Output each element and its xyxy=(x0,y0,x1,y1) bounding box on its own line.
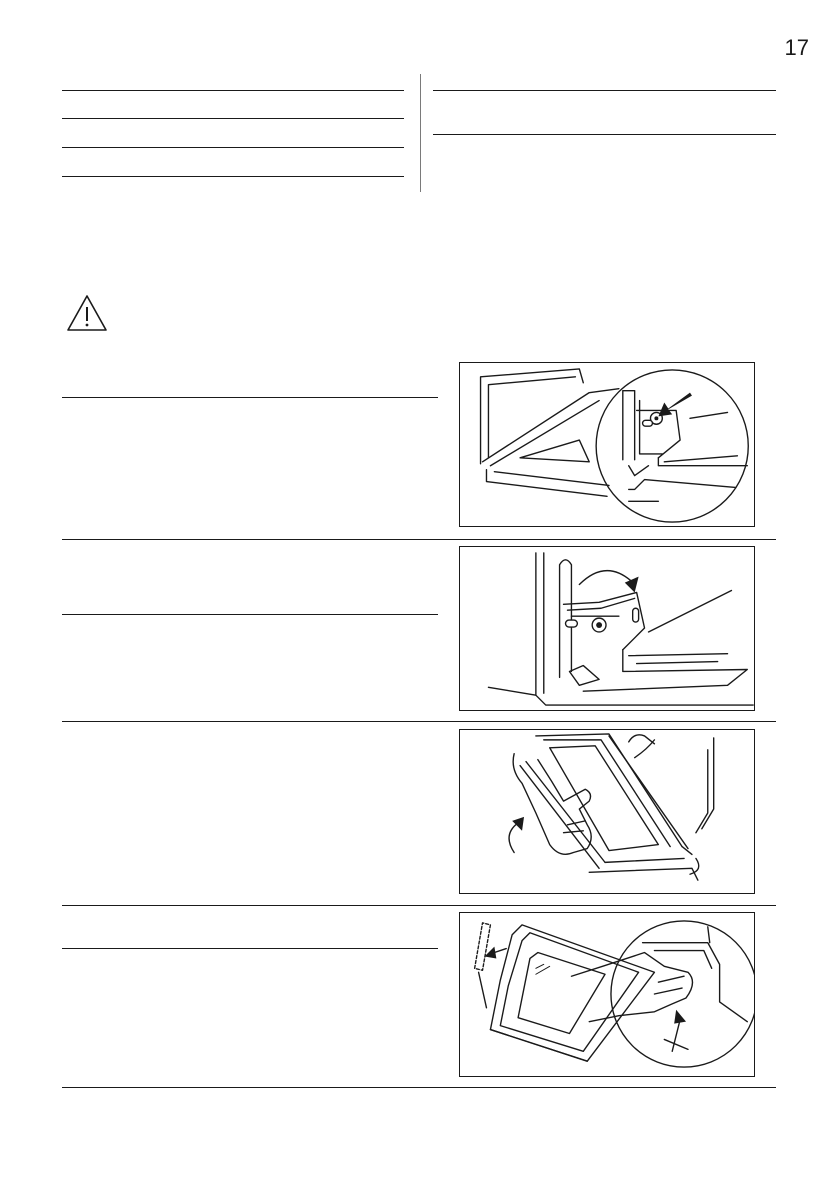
step-rule xyxy=(62,614,438,615)
hinge-rotate-icon xyxy=(488,553,753,705)
door-lift-icon xyxy=(509,734,714,880)
table-rule xyxy=(433,90,776,91)
step-rule xyxy=(62,1087,776,1088)
step-rule xyxy=(62,948,438,949)
hinge-lever-figure xyxy=(459,362,755,527)
page-number: 17 xyxy=(784,35,809,60)
glass-panel-icon xyxy=(475,921,754,1067)
step-rule xyxy=(62,397,438,398)
table-rule xyxy=(62,176,404,177)
step-rule xyxy=(62,721,776,722)
hinge-lever-icon xyxy=(481,369,749,522)
table-rule xyxy=(62,147,404,148)
glass-panel-figure xyxy=(459,912,755,1077)
hinge-rotate-figure xyxy=(459,546,755,711)
column-divider xyxy=(420,74,421,192)
warning-triangle-icon xyxy=(66,294,108,332)
table-rule xyxy=(433,134,776,135)
table-rule xyxy=(62,118,404,119)
step-rule xyxy=(62,539,776,540)
door-lift-figure xyxy=(459,729,755,894)
table-rule xyxy=(62,90,404,91)
step-rule xyxy=(62,905,776,906)
